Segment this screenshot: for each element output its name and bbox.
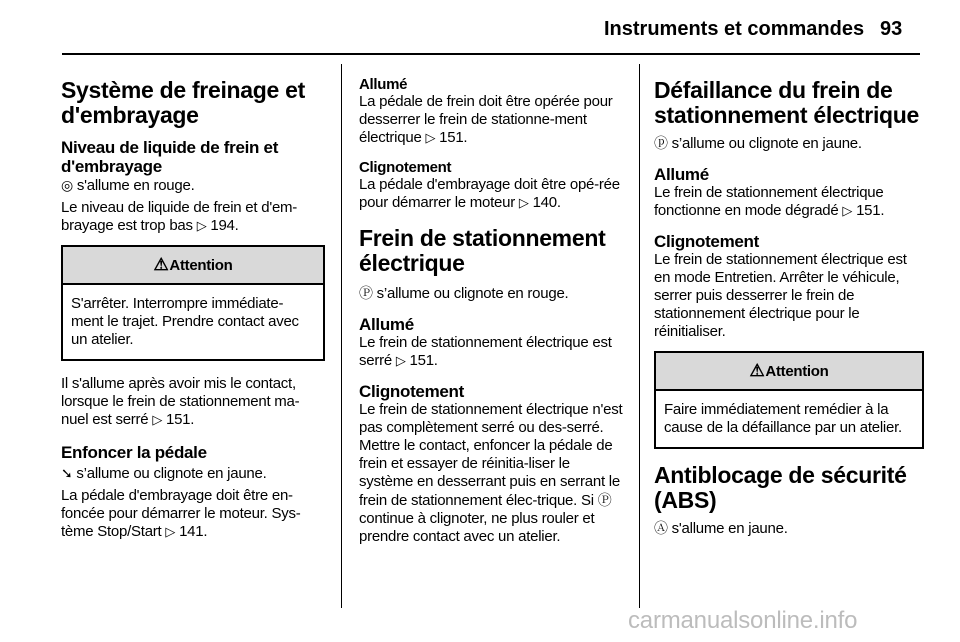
subsection-title-press-pedal: Enfoncer la pédale xyxy=(61,443,207,462)
warning-title: Attention xyxy=(765,362,829,380)
paragraph: Le niveau de liquide de frein et d'em-brayage est trop bas ▷ 194. xyxy=(61,199,298,234)
page-reference-arrow-icon: ▷ xyxy=(152,412,163,427)
subheading-flashing: Clignotement xyxy=(359,382,465,401)
page-reference[interactable]: 151. xyxy=(439,129,468,146)
parking-brake-icon: Ⓟ xyxy=(359,285,373,301)
section-title-parking-brake-fault: Défaillance du frein de stationnement électrique xyxy=(654,77,920,128)
subsection-title-fluid-level: Niveau de liquide de frein et d'embrayage xyxy=(61,138,279,176)
warning-header xyxy=(656,353,922,391)
page-reference[interactable]: 151. xyxy=(409,352,438,369)
subheading-lit: Allumé xyxy=(654,165,709,184)
section-title-braking: Système de freinage et d'embrayage xyxy=(61,77,305,128)
column-divider xyxy=(639,64,640,608)
warning-text: Faire immédiatement remédier à la cause de la défaillance par un atelier. xyxy=(664,401,902,436)
column-2 xyxy=(359,64,625,546)
paragraph: La pédale d'embrayage doit être opé-rée pour démarrer le moteur ▷ 140. xyxy=(359,176,620,211)
page-reference-arrow-icon: ▷ xyxy=(425,130,436,145)
page-reference[interactable]: 194. xyxy=(210,217,239,234)
subheading-flashing: Clignotement xyxy=(359,159,452,176)
paragraph: Le frein de stationnement électrique est en mode Entretien. Arrêter le véhicule, serrer puis desserrer le frein de stationnement électrique pour le réinitialiser. xyxy=(654,251,907,340)
warning-text: S'arrêter. Interrompre immédiate-ment le trajet. Prendre contact avec un atelier. xyxy=(71,295,299,348)
warning-box xyxy=(61,245,325,361)
warning-triangle-icon: ⚠ xyxy=(153,255,169,274)
header-title: Instruments et commandes xyxy=(604,18,865,40)
watermark: carmanualsonline.info xyxy=(628,607,858,634)
icon-line: ◎ s'allume en rouge. xyxy=(61,177,195,194)
clutch-pedal-icon: ➘ xyxy=(61,465,73,481)
subheading-flashing: Clignotement xyxy=(654,232,760,251)
section-title-parking-brake: Frein de stationnement électrique xyxy=(359,225,606,276)
page-reference[interactable]: 151. xyxy=(165,411,195,428)
column-3 xyxy=(654,64,924,538)
subheading-lit: Allumé xyxy=(359,76,408,93)
page-reference-arrow-icon: ▷ xyxy=(842,203,853,218)
page-reference[interactable]: 140. xyxy=(532,194,561,211)
page-reference-arrow-icon: ▷ xyxy=(518,195,529,210)
page-reference[interactable]: 151. xyxy=(856,202,885,219)
icon-line: ➘ s’allume ou clignote en jaune. xyxy=(61,465,267,482)
column-divider xyxy=(341,64,342,608)
warning-title: Attention xyxy=(169,256,233,274)
brake-warning-icon: ◎ xyxy=(61,177,73,193)
section-title-abs: Antiblocage de sécurité (ABS) xyxy=(654,462,907,513)
icon-line: Ⓟ s’allume ou clignote en rouge. xyxy=(359,285,569,302)
page-reference[interactable]: 141. xyxy=(179,523,208,540)
paragraph: Le frein de stationnement électrique n'est pas complètement serré ou des-serré. Mettre le contact, enfoncer la pédale de frein et essayer de réinitia-liser le système en desserrant puis en serrant le frein de stationnement élec-trique. Si Ⓟ continue à clignoter, ne plus rouler et prendre contact avec un atelier. xyxy=(359,401,623,545)
header-rule xyxy=(62,53,920,55)
paragraph: Le frein de stationnement électrique fonctionne en mode dégradé ▷ 151. xyxy=(654,184,885,219)
warning-header xyxy=(63,247,323,285)
icon-line: Ⓐ s'allume en jaune. xyxy=(654,520,788,537)
parking-brake-fault-icon: ⓟ xyxy=(654,135,668,151)
page-header xyxy=(0,0,960,56)
paragraph: La pédale d'embrayage doit être en-foncée pour démarrer le moteur. Sys-tème Stop/Start ▷ 141. xyxy=(61,487,301,540)
warning-triangle-icon: ⚠ xyxy=(749,361,765,380)
abs-icon: Ⓐ xyxy=(654,520,668,536)
column-1 xyxy=(61,64,325,541)
page-reference-arrow-icon: ▷ xyxy=(196,218,207,233)
subheading-lit: Allumé xyxy=(359,315,414,334)
icon-line: ⓟ s’allume ou clignote en jaune. xyxy=(654,135,862,152)
warning-box xyxy=(654,351,924,449)
page-number: 93 xyxy=(880,18,903,40)
paragraph: Le frein de stationnement électrique est serré ▷ 151. xyxy=(359,334,612,369)
page-reference-arrow-icon: ▷ xyxy=(165,524,176,539)
paragraph: Il s'allume après avoir mis le contact, lorsque le frein de stationnement ma-nuel est serré ▷ 151. xyxy=(61,375,300,428)
page-reference-arrow-icon: ▷ xyxy=(395,353,406,368)
parking-brake-icon: Ⓟ xyxy=(597,492,612,508)
paragraph: La pédale de frein doit être opérée pour desserrer le frein de stationne-ment électrique ▷ 151. xyxy=(359,93,613,146)
